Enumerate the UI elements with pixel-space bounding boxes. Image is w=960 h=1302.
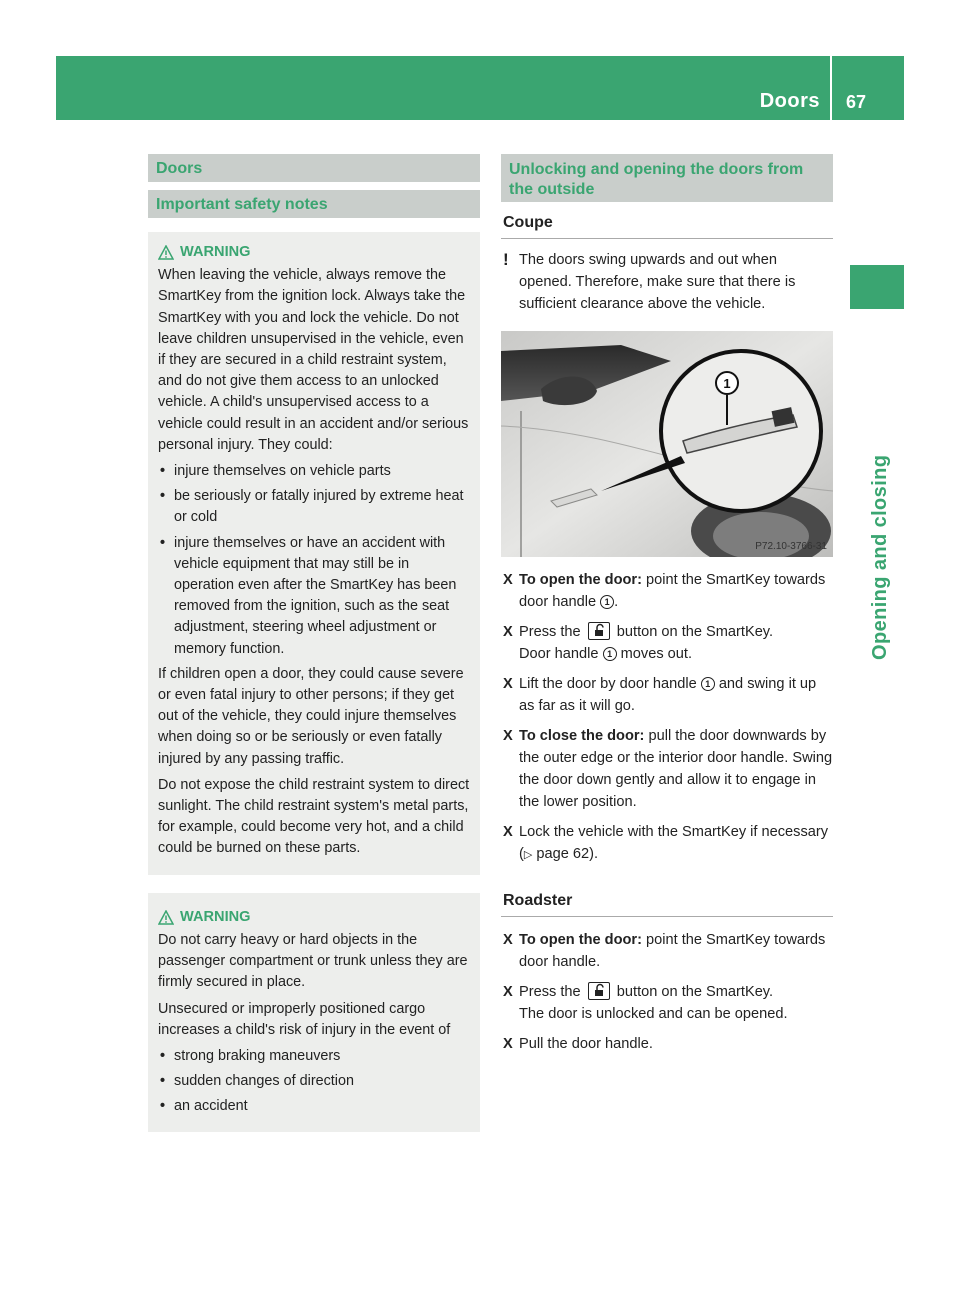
warning-paragraph: When leaving the vehicle, always remove the SmartKey from the ignition lock. Always take the SmartKey with you and lock the vehicle. Do not leave children unsupervised in the vehicle, even if they are secured in a child restraint system, and do not give them access to an unlocked vehicle. A child's unsupervised access to a vehicle could result in an accident and/or serious personal injury. They could: <box>158 267 469 453</box>
list-item <box>501 725 833 813</box>
step-text: Press the <box>519 984 581 1000</box>
unlock-button-icon <box>588 622 610 640</box>
list-item-text: injure themselves or have an accident with vehicle equipment that may still be in operation even after the SmartKey has been removed from the ignition, such as the seat adjustment, steering wheel adjustment or memory function. <box>174 534 457 657</box>
list-item <box>158 486 472 528</box>
step-text: moves out. <box>620 646 693 662</box>
step-text: point the SmartKey towards door handle <box>519 572 826 610</box>
step-text: and swing it up as far as it will go. <box>519 676 817 714</box>
warning-paragraph: Do not carry heavy or hard objects in the passenger compartment or trunk unless they are firmly secured in place. <box>158 931 468 991</box>
list-item <box>501 929 833 973</box>
exclamation-icon: ! <box>503 250 509 269</box>
list-item <box>501 1033 833 1055</box>
bullet-icon: • <box>160 1047 166 1064</box>
step-title: To open the door: <box>519 932 642 948</box>
section-title: Doors <box>148 154 480 182</box>
warning-paragraph: Unsecured or improperly positioned cargo increases a child's risk of injury in the event of <box>158 1000 451 1038</box>
list-item: X To open the door: point the SmartKey towards door handle 1 . <box>501 569 833 613</box>
step-text: pull the door downwards by the outer edge or the interior door handle. Swing the door down gently and allow it to engage in the lower position. <box>519 728 833 810</box>
list-item <box>501 821 833 866</box>
step-marker-icon: X <box>503 932 513 948</box>
page-number: 67 <box>845 92 866 112</box>
right-column <box>501 154 833 1063</box>
list-item-text: be seriously or fatally injured by extreme heat or cold <box>174 488 464 526</box>
list-item <box>501 981 833 1025</box>
image-code: P72.10-3766-31 <box>755 541 827 552</box>
step-title: To close the door: <box>519 728 645 744</box>
car-door-illustration <box>501 331 833 557</box>
bullet-icon: • <box>160 1073 166 1090</box>
section-title: Unlocking and opening the doors from the outside <box>501 154 833 202</box>
step-title: To open the door: <box>519 572 642 588</box>
step-text: Lock the vehicle with the SmartKey if necessary ( <box>519 824 829 862</box>
list-item-text: strong braking maneuvers <box>174 1047 341 1064</box>
warning-header <box>158 907 472 928</box>
list-item <box>158 1046 472 1067</box>
step-text: point the SmartKey towards door handle. <box>519 932 826 970</box>
warning-label: WARNING <box>180 244 251 260</box>
step-marker-icon: X <box>503 728 513 744</box>
header-divider <box>830 56 832 120</box>
left-column <box>148 154 480 1132</box>
step-text: button on the SmartKey. <box>616 624 774 640</box>
warning-paragraph: Do not expose the child restraint system to direct sunlight. The child restraint system's metal parts, for example, could become very hot, and a child could be burned on these parts. <box>158 776 470 857</box>
step-text: button on the SmartKey. <box>616 984 774 1000</box>
chapter-label: Opening and closing <box>869 454 891 660</box>
warning-box-child-safety <box>148 232 480 875</box>
note-text: The doors swing upwards and out when opened. Therefore, make sure that there is sufficient clearance above the vehicle. <box>519 252 796 312</box>
bullet-icon: • <box>160 534 166 551</box>
warning-triangle-icon <box>158 910 174 925</box>
step-marker-icon: X <box>503 624 513 640</box>
list-item-text: sudden changes of direction <box>174 1073 355 1090</box>
callout-1-icon: 1 <box>701 677 715 691</box>
page-header <box>56 56 904 120</box>
step-marker-icon: X <box>503 572 513 588</box>
callout-number: 1 <box>723 376 731 391</box>
list-item <box>158 533 472 660</box>
unlock-button-icon <box>588 982 610 1000</box>
note <box>501 249 833 315</box>
coupe-steps <box>501 569 833 866</box>
chapter-tab <box>850 265 904 309</box>
step-marker-icon: X <box>503 1036 513 1052</box>
door-handle-photo <box>501 331 833 557</box>
page-reference-link[interactable]: page 62). <box>536 846 599 862</box>
step-text: Door handle <box>519 646 599 662</box>
list-item <box>158 461 472 482</box>
page-ref-arrow-icon: ▷ <box>523 849 533 861</box>
bullet-icon: • <box>160 463 166 480</box>
warning-label: WARNING <box>180 908 251 925</box>
roadster-steps <box>501 929 833 1055</box>
bullet-icon: • <box>160 488 166 505</box>
step-text: Lift the door by door handle <box>519 676 697 692</box>
warning-box-cargo <box>148 875 480 1132</box>
list-item <box>501 621 833 665</box>
callout-1-icon: 1 <box>600 595 614 609</box>
subsection-heading-coupe: Coupe <box>501 202 833 239</box>
step-text: Press the <box>519 624 581 640</box>
step-text: The door is unlocked and can be opened. <box>519 1006 788 1022</box>
warning-header <box>158 242 472 263</box>
subsection-heading-roadster: Roadster <box>501 880 833 917</box>
callout-1-icon: 1 <box>603 647 617 661</box>
step-marker-icon: X <box>503 984 513 1000</box>
subsection-title: Important safety notes <box>148 190 480 218</box>
step-text: Pull the door handle. <box>519 1036 653 1052</box>
step-marker-icon: X <box>503 824 513 840</box>
warning-triangle-icon <box>158 245 174 260</box>
list-item-text: an accident <box>174 1098 248 1115</box>
list-item-text: injure themselves on vehicle parts <box>174 463 391 480</box>
list-item <box>501 673 833 717</box>
list-item <box>158 1096 472 1117</box>
warning-paragraph: If children open a door, they could cause severe or even fatal injury to other persons; if they get out of the vehicle, they could injure themselves when doing so or be seriously or even fatally injured by any passing traffic. <box>158 665 464 767</box>
list-item <box>158 1071 472 1092</box>
step-marker-icon: X <box>503 676 513 692</box>
header-section-title: Doors <box>759 90 820 112</box>
bullet-icon: • <box>160 1098 166 1115</box>
